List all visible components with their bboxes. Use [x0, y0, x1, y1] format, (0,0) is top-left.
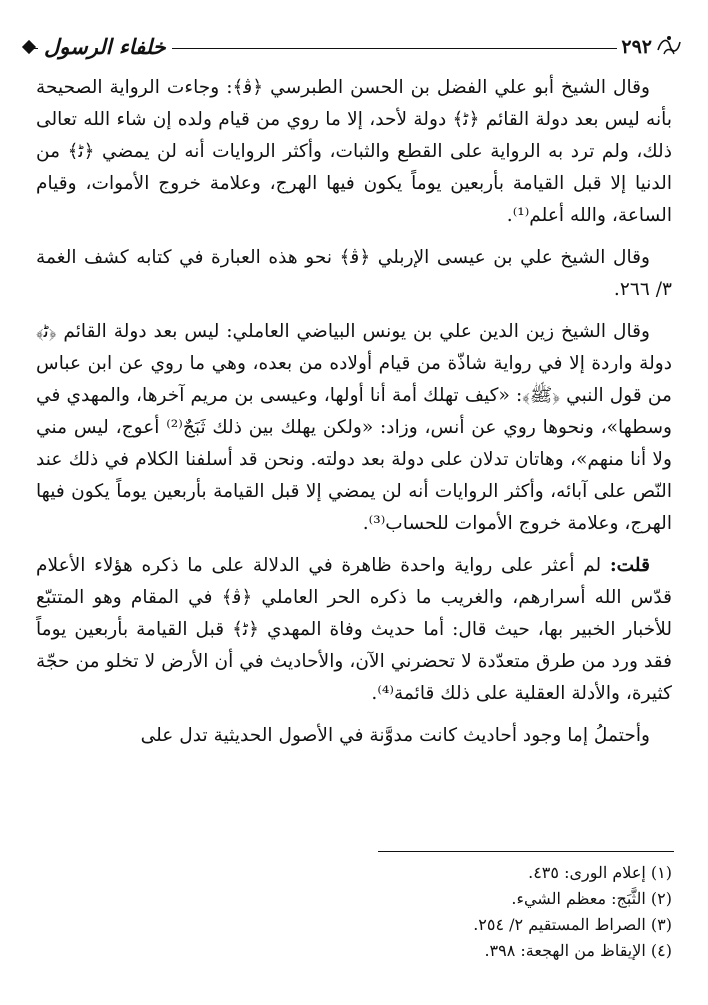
paragraph-qultu	[36, 550, 672, 710]
running-title: خلفاء الرسول	[38, 32, 172, 62]
footnote-2: (٢) الثَّبَج: معظم الشيء.	[511, 889, 672, 908]
body-text	[36, 72, 672, 762]
footnote-separator	[378, 851, 674, 852]
paragraph-bayadi: وقال الشيخ زين الدين علي بن يونس البياضي العاملي: ليس بعد دولة القائم ﴿ﭨ﴾ دولة واردة إلا في رواية شاذّة من قيام أولاده من بعده، وهي ما روي عن ابن عباس من قول النبي ﴿ﷺ﴾: «كيف تهلك أمة أنا أولها، وعيسى بن مريم آخرها، والمهدي في وسطها»، ونحوها روي عن أنس، وزاد: «ولكن يهلك بين ذلك ثَبَجٌ⁽²⁾ أعوج، ليس مني ولا أنا منهم»، وهاتان تدلان على دولة بعد دولته. ونحن قد أسلفنا الكلام في ذلك عند النّص على آبائه، وأكثر الروايات أنه لن يمضي إلا قبل القيامة بأربعين يوماً يكون فيها الهرج، وعلامة خروج الأموات للحساب⁽³⁾.	[36, 321, 672, 534]
paragraph-conclusion: وأحتملُ إما وجود أحاديث كانت مدوَّنة في الأصول الحديثية تدل على	[140, 725, 650, 746]
footnote-3: (٣) الصراط المستقيم ٢/ ٢٥٤.	[473, 915, 672, 934]
paragraph-qultu-text: لم أعثر على رواية واحدة ظاهرة في الدلالة على ما ذكره هؤلاء الأعلام قدّس الله أسرارهم، والغريب ما ذكره الحر العاملي ﴿ﭬ﴾ في المقام وهو المتتبّع للأخبار الخبير بها، حيث قال: أما حديث وفاة المهدي ﴿ﭨ﴾ قبل القيامة بأربعين يوماً فقد ورد من طرق متعدّدة لا تحضرني الآن، والأحاديث في أن الأرض لا تخلو من حجّة كثيرة، والأدلة العقلية على ذلك قائمة⁽⁴⁾.	[36, 555, 672, 704]
footnote-1: (١) إعلام الورى: ٤٣٥.	[528, 863, 672, 882]
footnote-4: (٤) الإيقاظ من الهجعة: ٣٩٨.	[484, 941, 672, 960]
diamond-ornament-icon	[22, 40, 36, 54]
page-number: ٢٩٢	[617, 32, 656, 62]
qultu-label: قلت:	[609, 555, 650, 576]
floral-ornament-icon	[654, 30, 684, 60]
paragraph-irbili: وقال الشيخ علي بن عيسى الإربلي ﴿ﭬ﴾ نحو هذه العبارة في كتابه كشف الغمة ٣/ ٢٦٦.	[36, 247, 672, 300]
page-header	[24, 26, 684, 72]
paragraph-tabarsi: وقال الشيخ أبو علي الفضل بن الحسن الطبرسي ﴿ﭬ﴾: وجاءت الرواية الصحيحة بأنه ليس بعد دولة القائم ﴿ﭨ﴾ دولة لأحد، إلا ما روي من قيام ولده إن شاء الله تعالى ذلك، ولم ترد به الرواية على القطع والثبات، وأكثر الروايات أنه لن يمضي ﴿ﭨ﴾ من الدنيا إلا قبل القيامة بأربعين يوماً يكون فيها الهرج، وعلامة خروج الأموات، وقيام الساعة، والله أعلم⁽¹⁾.	[36, 77, 672, 226]
footnotes	[36, 860, 672, 964]
